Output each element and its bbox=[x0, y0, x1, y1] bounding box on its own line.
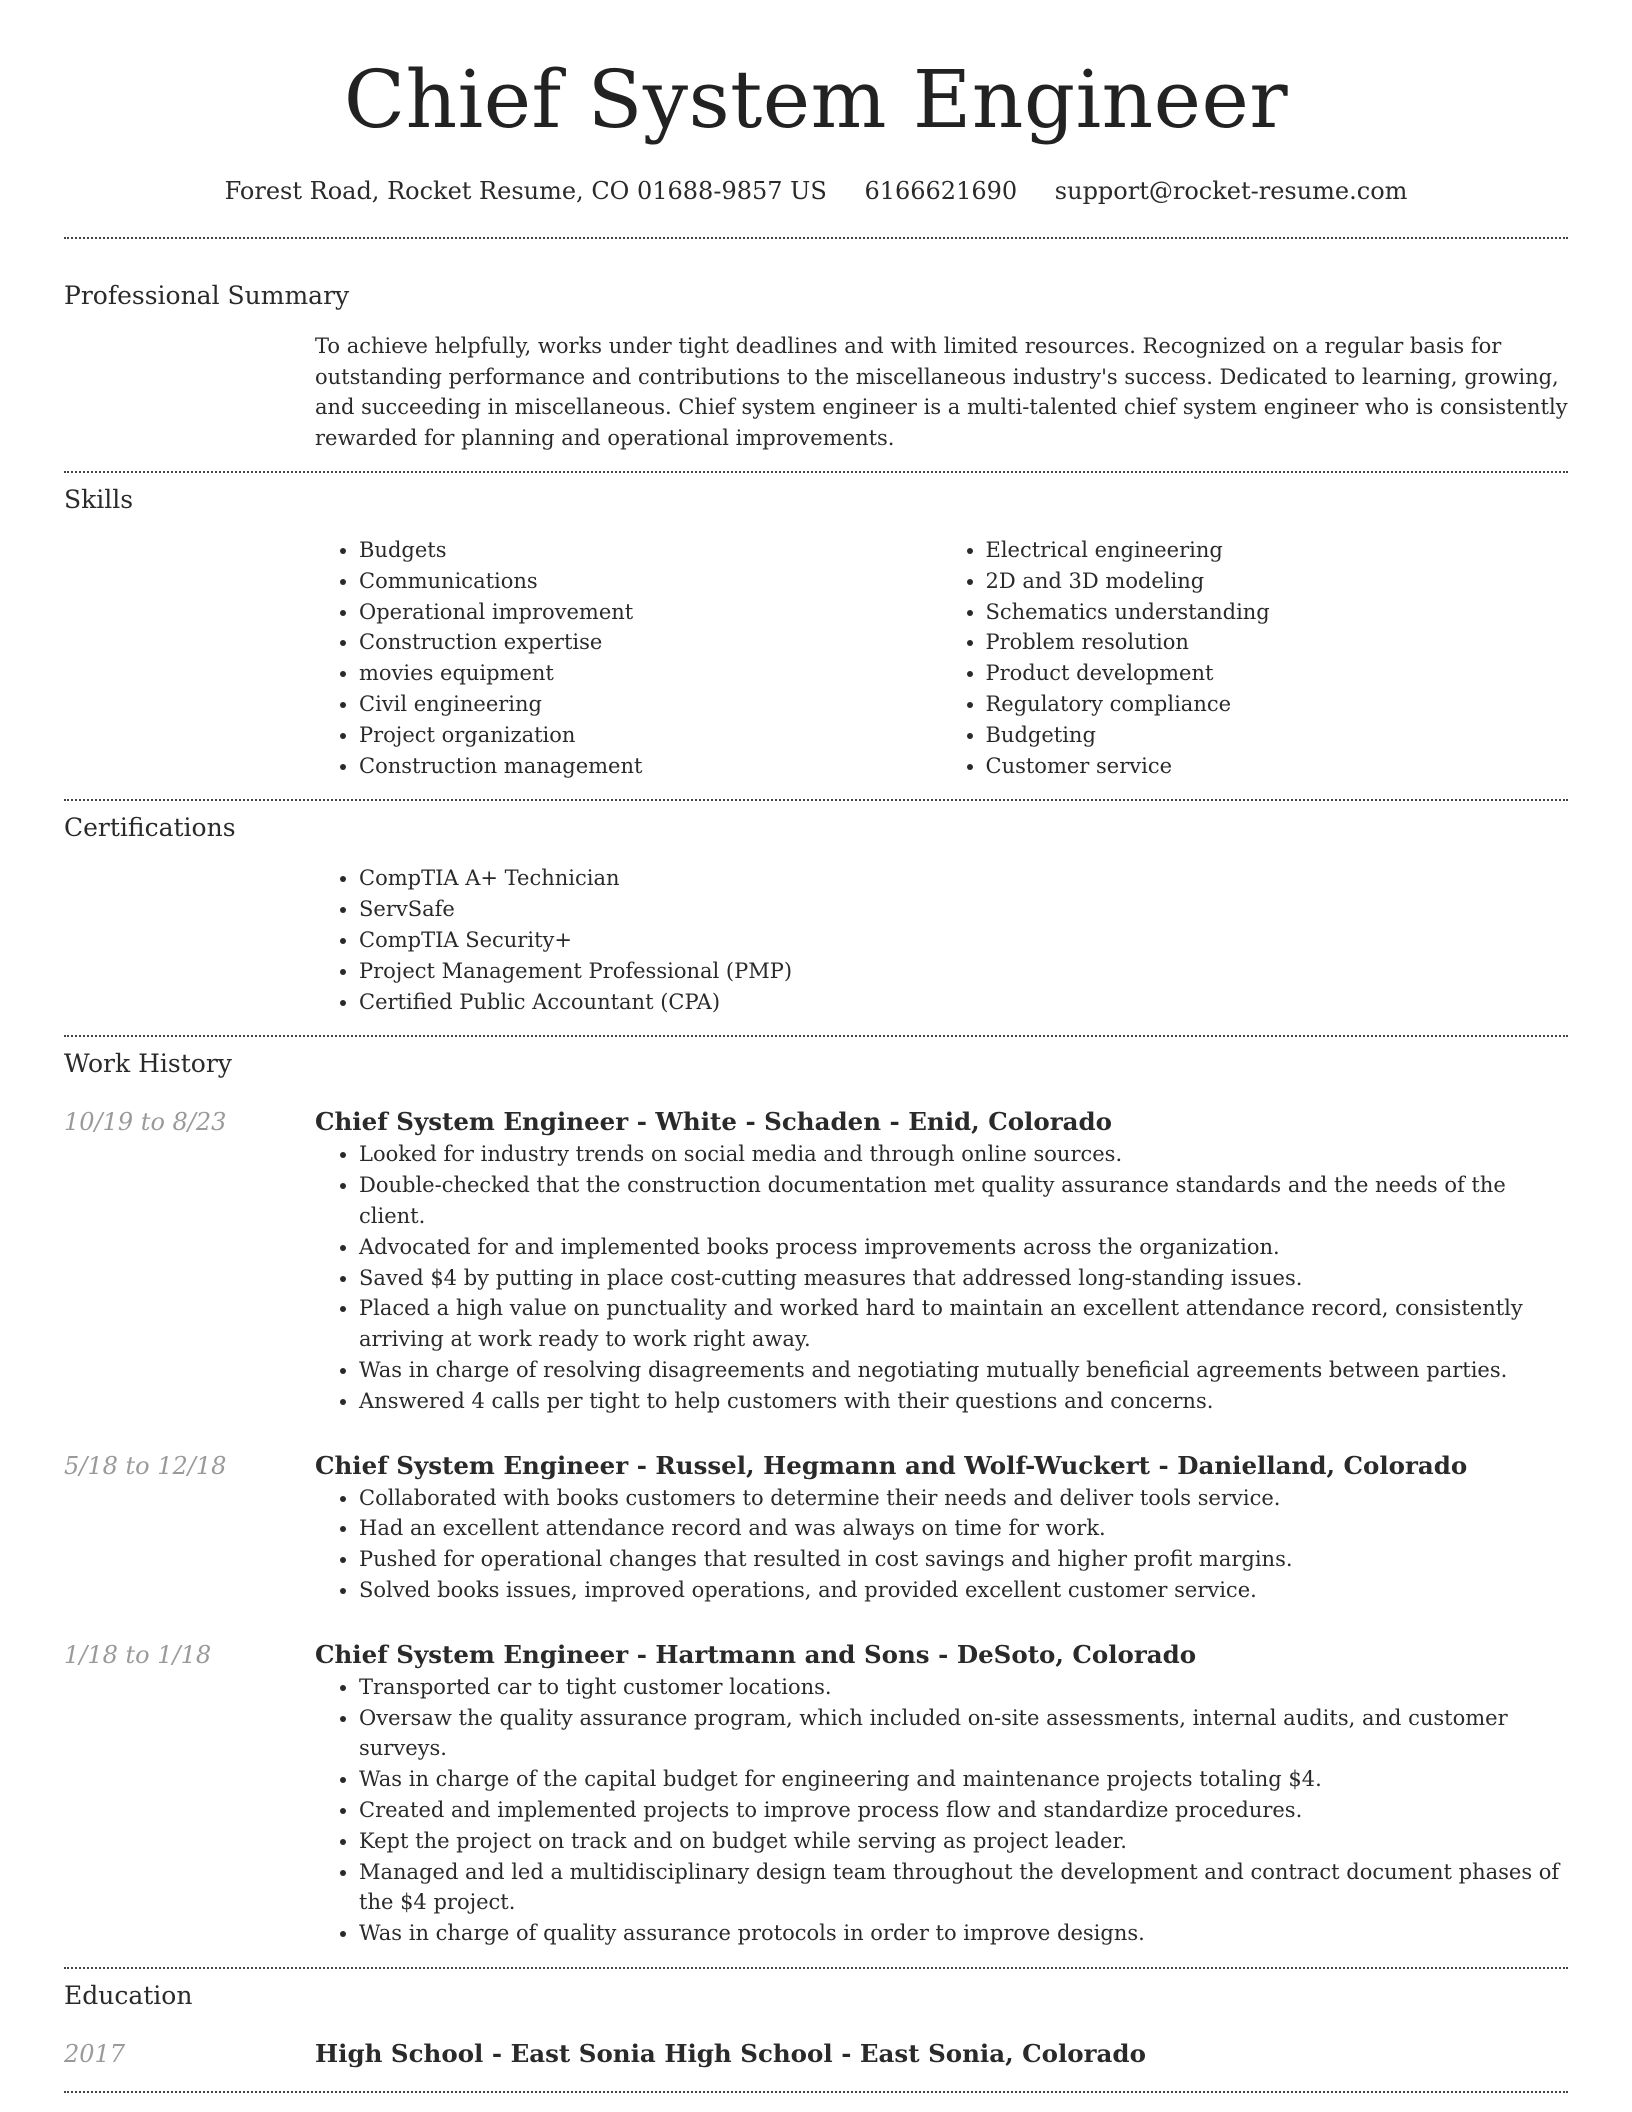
skill-item: • Problem resolution bbox=[986, 627, 1569, 658]
candidate-name: Chief System Engineer bbox=[343, 53, 1289, 146]
skill-item: • Regulatory compliance bbox=[986, 689, 1569, 720]
job-bullet: • Looked for industry trends on social media and through online sources. bbox=[359, 1139, 1568, 1170]
skill-item: • Communications bbox=[359, 566, 942, 597]
job-dates: 10/19 to 8/23 bbox=[64, 1108, 227, 1137]
certification-item: • ServSafe bbox=[359, 894, 1568, 925]
section-title-work-history: Work History bbox=[64, 1049, 232, 1079]
divider bbox=[64, 237, 1568, 239]
skill-item: • Operational improvement bbox=[359, 597, 942, 628]
divider bbox=[64, 799, 1568, 801]
skills-section bbox=[64, 483, 1568, 781]
job-bullet: • Placed a high value on punctuality and worked hard to maintain an excellent attendance record, consistently arriving at work ready to work right away. bbox=[359, 1293, 1568, 1355]
summary-text: To achieve helpfully, works under tight deadlines and with limited resources. Recognized on a regular basis for outstanding performance and contributions to the miscellaneous industry's success. Dedicated to learning, growing, and succeeding in miscellaneous. Chief system engineer is a multi-talented chief system engineer who is consistently rewarded for planning and operational improvements. bbox=[315, 334, 1568, 450]
contact-line bbox=[64, 174, 1568, 208]
job-bullet: • Had an excellent attendance record and was always on time for work. bbox=[359, 1513, 1568, 1544]
job-bullet: • Answered 4 calls per tight to help customers with their questions and concerns. bbox=[359, 1386, 1568, 1417]
skills-list-right bbox=[942, 535, 1569, 781]
job-bullet: • Created and implemented projects to improve process flow and standardize procedures. bbox=[359, 1795, 1568, 1826]
divider bbox=[64, 471, 1568, 473]
skills-grid bbox=[315, 535, 1568, 781]
contact-phone: 6166621690 bbox=[864, 177, 1018, 205]
job-bullet: • Pushed for operational changes that resulted in cost savings and higher profit margins. bbox=[359, 1544, 1568, 1575]
section-title-education: Education bbox=[64, 1980, 193, 2010]
education-section bbox=[64, 1979, 1568, 2071]
summary-section bbox=[64, 279, 1568, 453]
certification-item: • CompTIA Security+ bbox=[359, 925, 1568, 956]
skills-list-left bbox=[315, 535, 942, 781]
job-bullet: • Was in charge of quality assurance protocols in order to improve designs. bbox=[359, 1918, 1568, 1949]
skill-item: • Civil engineering bbox=[359, 689, 942, 720]
job-bullet: • Transported car to tight customer locations. bbox=[359, 1672, 1568, 1703]
skill-item: • Construction management bbox=[359, 751, 942, 782]
job-bullet: • Collaborated with books customers to determine their needs and deliver tools service. bbox=[359, 1483, 1568, 1514]
work-history-section bbox=[64, 1047, 1568, 1949]
skill-item: • 2D and 3D modeling bbox=[986, 566, 1569, 597]
section-title-certifications: Certifications bbox=[64, 813, 236, 843]
job-heading: Chief System Engineer - Hartmann and Sons - DeSoto, Colorado bbox=[315, 1639, 1197, 1669]
summary-content bbox=[315, 331, 1568, 453]
certification-item: • Certified Public Accountant (CPA) bbox=[359, 987, 1568, 1018]
job-bullets bbox=[315, 1483, 1568, 1606]
job-bullet: • Oversaw the quality assurance program, which included on-site assessments, internal audits, and customer surveys. bbox=[359, 1703, 1568, 1765]
job-heading: Chief System Engineer - White - Schaden - Enid, Colorado bbox=[315, 1107, 1112, 1137]
certifications-section bbox=[64, 811, 1568, 1017]
job-bullet: • Was in charge of resolving disagreements and negotiating mutually beneficial agreements between parties. bbox=[359, 1355, 1568, 1386]
education-heading: High School - East Sonia High School - East Sonia, Colorado bbox=[315, 2038, 1146, 2068]
education-entry bbox=[64, 2037, 1568, 2071]
certifications-list bbox=[315, 863, 1568, 1017]
education-dates: 2017 bbox=[64, 2039, 126, 2068]
skill-item: • Customer service bbox=[986, 751, 1569, 782]
skill-item: • Schematics understanding bbox=[986, 597, 1569, 628]
divider bbox=[64, 1035, 1568, 1037]
job-bullet: • Advocated for and implemented books process improvements across the organization. bbox=[359, 1232, 1568, 1263]
job-bullet: • Was in charge of the capital budget for engineering and maintenance projects totaling $4. bbox=[359, 1764, 1568, 1795]
skill-item: • Product development bbox=[986, 658, 1569, 689]
job-entry bbox=[64, 1638, 1568, 1949]
job-bullet: • Solved books issues, improved operations, and provided excellent customer service. bbox=[359, 1575, 1568, 1606]
section-title-skills: Skills bbox=[64, 485, 134, 514]
contact-email: support@rocket-resume.com bbox=[1054, 177, 1408, 205]
certification-item: • CompTIA A+ Technician bbox=[359, 863, 1568, 894]
job-dates: 1/18 to 1/18 bbox=[64, 1640, 212, 1669]
skill-item: • Budgeting bbox=[986, 720, 1569, 751]
job-bullet: • Saved $4 by putting in place cost-cutting measures that addressed long-standing issues. bbox=[359, 1263, 1568, 1294]
contact-address: Forest Road, Rocket Resume, CO 01688-9857 US bbox=[224, 177, 827, 205]
certifications-content bbox=[315, 863, 1568, 1017]
skill-item: • Budgets bbox=[359, 535, 942, 566]
job-bullet: • Managed and led a multidisciplinary design team throughout the development and contract document phases of the $4 project. bbox=[359, 1857, 1568, 1919]
job-bullets bbox=[315, 1672, 1568, 1949]
job-bullet: • Double-checked that the construction documentation met quality assurance standards and the needs of the client. bbox=[359, 1170, 1568, 1232]
divider bbox=[64, 1967, 1568, 1969]
job-dates: 5/18 to 12/18 bbox=[64, 1451, 227, 1480]
certification-item: • Project Management Professional (PMP) bbox=[359, 956, 1568, 987]
skill-item: • Construction expertise bbox=[359, 627, 942, 658]
job-entry bbox=[64, 1105, 1568, 1416]
job-bullet: • Kept the project on track and on budget while serving as project leader. bbox=[359, 1826, 1568, 1857]
job-bullets bbox=[315, 1139, 1568, 1416]
divider bbox=[64, 2091, 1568, 2093]
job-entry bbox=[64, 1449, 1568, 1606]
skill-item: • movies equipment bbox=[359, 658, 942, 689]
section-title-summary: Professional Summary bbox=[64, 281, 350, 310]
skill-item: • Project organization bbox=[359, 720, 942, 751]
job-heading: Chief System Engineer - Russel, Hegmann and Wolf-Wuckert - Danielland, Colorado bbox=[315, 1450, 1468, 1480]
skill-item: • Electrical engineering bbox=[986, 535, 1569, 566]
